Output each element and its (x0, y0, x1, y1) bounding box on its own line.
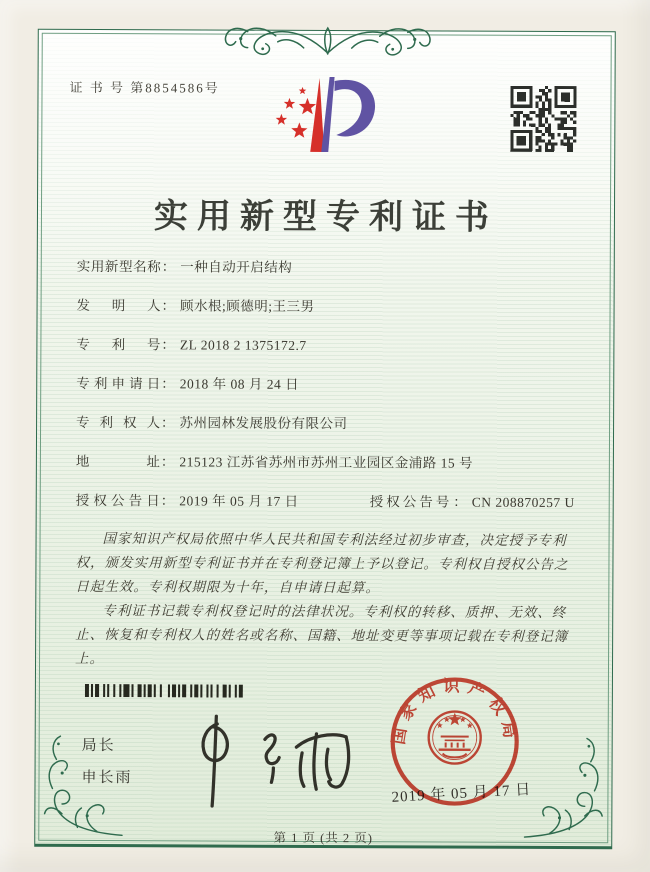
field-value: 215123 江苏省苏州市苏州工业园区金浦路 15 号 (179, 454, 474, 471)
signature-icon (169, 710, 369, 816)
certificate-page (34, 29, 616, 850)
top-border-ornament-icon (208, 23, 448, 60)
field-label: 发明人 (76, 297, 161, 314)
field-colon: ： (453, 494, 467, 510)
field-label: 专利号 (76, 336, 161, 353)
field-colon: ： (161, 376, 175, 392)
field-label: 地址 (75, 453, 160, 470)
field-value: 一种自动开启结构 (180, 259, 293, 275)
national-emblem (429, 711, 481, 763)
certificate-number: 证 书 号 第8854586号 (69, 79, 220, 96)
field-colon: ： (161, 298, 176, 314)
grant-number-value: CN 208870257 U (471, 494, 575, 511)
official-seal-icon (384, 671, 525, 824)
corner-ornament-left-icon (38, 715, 127, 841)
seal-text: 国家知识产权局 (388, 676, 521, 747)
cnipa-logo-icon (268, 74, 392, 163)
field-label: 专利申请日 (76, 375, 161, 392)
field-row-patentee (76, 411, 586, 436)
legal-text-block (75, 527, 582, 673)
qr-code-icon (510, 86, 576, 152)
barcode-icon (85, 684, 243, 698)
field-value: 2019 年 05 月 17 日 (179, 493, 299, 509)
field-row-inventors (77, 294, 587, 319)
field-value: ZL 2018 2 1375172.7 (179, 337, 307, 353)
signer-title: 局长 (81, 736, 116, 755)
page-title: 实用新型专利证书 (153, 198, 499, 237)
field-row-name (77, 255, 587, 280)
field-row-grant-date (76, 489, 586, 514)
field-colon: ： (160, 493, 175, 509)
legal-paragraph-1: 国家知识产权局依照中华人民共和国专利法经过初步审查，决定授予专利权，颁发实用新型专利证书并在专利登记簿上予以登记。专利权自授权公告之日起生效。专利权期限为十年，自申请日起算。 (75, 531, 569, 597)
field-row-filing-date (76, 372, 586, 397)
field-colon: ： (161, 259, 176, 275)
field-colon: ： (161, 415, 175, 431)
field-colon: ： (161, 337, 175, 353)
field-row-patent-no (76, 333, 586, 358)
field-row-address (76, 450, 586, 475)
field-colon: ： (160, 454, 175, 470)
field-value: 2018 年 08 月 24 日 (179, 376, 300, 392)
field-label: 实用新型名称 (76, 258, 161, 275)
signer-name: 申长雨 (81, 768, 133, 787)
fields-block (76, 255, 587, 530)
field-value: 顾水根;顾德明;王三男 (180, 298, 315, 314)
legal-paragraph-2: 专利证书记载专利权登记时的法律状况。专利权的转移、质押、无效、终止、恢复和专利权人的姓名或名称、国籍、地址变更等事项记载在专利登记簿上。 (75, 603, 569, 668)
logo-stars (276, 87, 317, 138)
grant-number-label: 授权公告号 (369, 494, 453, 510)
grant-number-group (370, 490, 575, 511)
field-label: 专利权人 (76, 414, 161, 431)
page-number: 第 1 页 (共 2 页) (273, 830, 374, 846)
field-value: 苏州园林发展股份有限公司 (179, 415, 348, 432)
field-label: 授权公告日 (75, 492, 160, 509)
seal-date: 2019 年 05 月 17 日 (391, 781, 532, 806)
